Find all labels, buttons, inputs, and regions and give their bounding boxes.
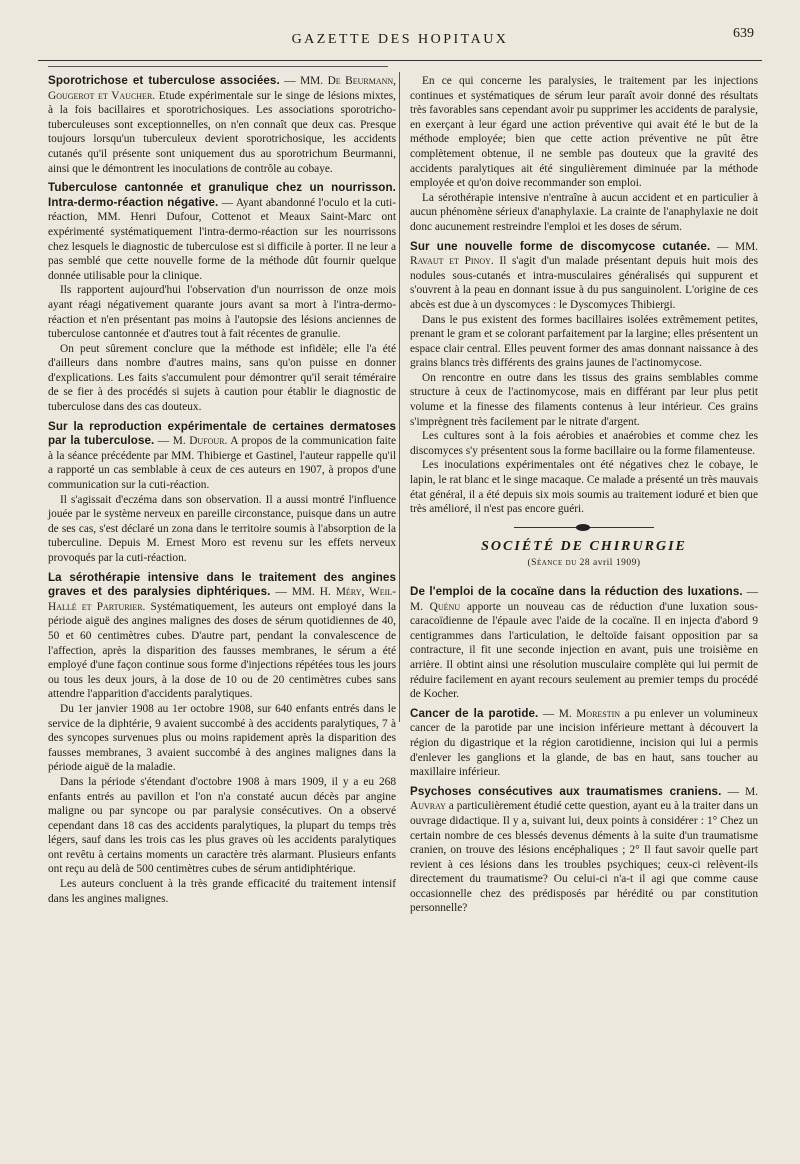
article-paragraph: Les inoculations expérimentales ont été négatives chez le cobaye, le lapin, le rat blanc et le singe macaque. Ce malade a présenté un très mauvais état général, il a été depuis six mois soumis au traitement ioduré et bien que très amélioré, il n'est pas encore guéri.	[410, 459, 758, 516]
article-paragraph: Les auteurs concluent à la très grande efficacité du traitement intensif dans les angines malignes.	[48, 878, 396, 905]
article-authors: Ayant abandonné l'oculo et la cuti-réaction, MM. Henri Dufour, Cottenot et Meaux Saint-Marc	[48, 196, 396, 224]
article-reproduction-dermatoses: Sur la reproduction expérimentale de certaines dermatoses par la tuberculose. — M. Dufour. A propos de la communication faite à la séance précédente par MM. Thibierge et Gastinel, l'auteur rappelle qu'il a rapporté un cas semblable à ceux de ces auteurs en 1907, à propos d'une communication sur la cuti-réaction. Il s'agissait d'eczéma dans son observation. Il a aussi montré l'influence jouée par le système nerveux en pareille circonstance, puisque dans un autre de ses cas, s'est déclaré un zona dans le territoire soumis à l'absorption de la tuberculine. Depuis M. Ernest Moro est revenu sur les effets nerveux provoqués par la cuti-réaction.	[48, 419, 396, 564]
article-discomycose: Sur une nouvelle forme de discomycose cutanée. — MM. Ravaut et Pinoy. Il s'agit d'un malade présentant depuis huit mois des nodules sous-cutanés et intra-musculaires généralisés qui suppurent et s'ouvrent à la peau en donnant issue à du pus sanguinolent. L'origine de ces abcès est due à un dyscomyces : le Dyscomyces Thibiergi. Dans le pus existent des formes bacillaires isolées extrêmement petites, prenant le gram et se colorant parfaitement par la largine; elles présentent un espace clair central. Elles peuvent former des amas donnant naissance à des grains blancs très différents des grains jaunes de l'actinomycose. On rencontre en outre dans les tissus des grains semblables comme structure à ceux de l'actinomycose, mais en différant par leur plus petit volume et la finesse des filaments contenus à leur intérieur. Ces grains s'imprègnent très facilement par le nitrate d'argent. Les cultures sont à la fois aérobies et anaérobies et comme chez les discomyces s'y présentent sous la forme bacillaire ou la forme filamenteuse. Les inoculations expérimentales ont été négatives chez le cobaye, le lapin, le rat blanc et le singe macaque. Ce malade a présenté un très mauvais état général, il a été depuis six mois soumis au traitement ioduré et bien que très amélioré, il n'est pas encore guéri.	[410, 239, 759, 516]
article-paragraph: Les cultures sont à la fois aérobies et anaérobies et comme chez les discomyces s'y présentent sous la forme bacillaire ou la forme filamenteuse.	[410, 430, 758, 457]
article-paragraph: Dans le pus existent des formes bacillaires isolées extrêmement petites, prenant le gram et se colorant parfaitement par la largine; elles présentent un espace clair central. Elles peuvent former des amas donnant naissance à des grains blancs très différents des grains jaunes de l'actinomycose.	[410, 313, 758, 370]
running-title: GAZETTE DES HOPITAUX	[291, 32, 509, 47]
article-paragraph: Dans la période s'étendant d'octobre 1908 à mars 1909, il y a eu 268 enfants entrés au pavillon et l'on n'a constaté aucun décès par angine maligne ou par syncope ou par paralysie consécutives. On a observé cependant dans 18 cas des accidents paralytiques, la plupart du temps très légers, sauf dans les trois cas les plus graves où les accidents paralytiques ont revêtu à certains moments un caractère très alarmant. Plusieurs enfants ont reçu au delà de 500 centimètres cubes de sérum antidiphtérique.	[48, 775, 396, 876]
article-authors: M. Dufour.	[172, 435, 228, 448]
article-paragraph: a pu enlever un volumineux cancer de la parotide par une incision inférieure mettant à découvert la région du digastrique et la région carotidienne, incision qui lui a permis d'enlever les ganglions et la glande, de bas en haut, sans toucher au maxillaire inférieur.	[410, 707, 759, 779]
page-header	[38, 22, 762, 62]
article-authors: MM. Ravaut et Pinoy.	[410, 240, 759, 268]
article-paragraph: On rencontre en outre dans les tissus des grains semblables comme structure à ceux de l'actinomycose, mais en différant par leur plus petit volume et la finesse des filaments contenus à leur intérieur. Ces grains s'imprègnent très facilement par le nitrate d'argent.	[410, 371, 758, 428]
article-title: La sérothérapie intensive dans le traitement des angines graves et des paralysies diphtériques.	[48, 570, 396, 599]
article-authors: M. Auvray	[410, 785, 758, 813]
article-title: Sporotrichose et tuberculose associées.	[48, 74, 280, 87]
article-serotherapie-continued	[410, 74, 758, 235]
section-separator	[514, 523, 654, 532]
article-authors: MM. H. Méry, Weil-Hallé et Parturier.	[48, 586, 397, 613]
article-paragraph: Systématiquement, les auteurs ont employé dans la période aiguë des angines malignes des doses de sérum quotidiennes de 40, 50 et 60 centimètres cubes. D'autre part, pendant la convalescence de l'affection, après la disparition des fausses membranes, le sérum a été employé d'une façon continue sous forme d'injections répétées tous les jours ou tous les deux jours, à la dose de 10 ou de 20 centimètres cubes sans attendre l'apparition d'accidents paralytiques.	[48, 600, 396, 701]
article-title: Cancer de la parotide.	[410, 706, 539, 720]
article-paragraph: Etude expérimentale sur le singe de lésions mixtes, à la fois bacillaires et sporotrichosiques. Les associations sporotricho-tuberculeuses sont exceptionnelles, on n'en connaît que deux cas. Presque toujours lorsqu'un tuberculeux devient sporotrichosique, les accidents cutanés qu'il présente sont uniquement dus au sporotrichum Beurmanni, ainsi que le démontrent les inoculations de contrôle au cobaye.	[48, 89, 396, 175]
left-column	[48, 74, 396, 911]
separator-ornament	[576, 524, 590, 531]
article-paragraph: a particulièrement étudié cette question, ayant eu à la traiter dans un ouvrage didactique. Il y a, suivant lui, deux points à considérer : 1° Chez un certain nombre de ces blessés devenus déments à la suite d'un traumatisme cranien, on trouve des lésions encéphaliques ; 2° Il faut savoir quelle part revient à ces lésions dans les troubles psychiques; ceux-ci relèvent-ils directement du traumatisme? Ou celui-ci n'a-t il agi que comme cause occasionnelle chez des prédisposés par hérédité ou par constitution personnelle?	[410, 800, 758, 915]
article-serotherapie: La sérothérapie intensive dans le traitement des angines graves et des paralysies diphtériques. — MM. H. Méry, Weil-Hallé et Parturier. Systématiquement, les auteurs ont employé dans la période aiguë des angines malignes des doses de sérum quotidiennes de 40, 50 et 60 centimètres cubes. D'autre part, pendant la convalescence de l'affection, après la disparition des fausses membranes, le sérum a été employé d'une façon continue sous forme d'injections répétées tous les jours ou tous les deux jours, à la dose de 10 ou de 20 centimètres cubes sans attendre l'apparition d'accidents paralytiques. Du 1er janvier 1908 au 1er octobre 1908, sur 640 enfants entrés dans le service de la diphtérie, 9 avaient succombé à des accidents paralytiques, 7 à des syncopes survenues plus ou moins rapidement après la disparition des fausses membranes, 3 avaient succombé à des angines malignes dans la période aiguë de la maladie. Dans la période s'étendant d'octobre 1908 à mars 1909, il y a eu 268 enfants entrés au pavillon et l'on n'a constaté aucun décès par angine maligne ou par syncope ou par paralysie consécutives. On a observé cependant dans 18 cas des accidents paralytiques, la plupart du temps très légers, sauf dans les trois cas les plus graves où les accidents paralytiques ont revêtu à certains moments un caractère très alarmant. Plusieurs enfants ont reçu au delà de 500 centimètres cubes de sérum antidiphtérique. Les auteurs concluent à la très grande efficacité du traitement intensif dans les angines malignes.	[48, 570, 397, 905]
article-paragraph: En ce qui concerne les paralysies, le traitement par les injections continues et systématiques de sérum leur paraît avoir donné des résultats très favorables sans cependant avoir pu supprimer les accidents de paralysie, en exerçant à leur égard une action préventive qui avait été le but de la méthode employée; bien que cette action préventive ne pût être complètement obtenue, il ne semble pas douteux que la gravité des accidents paralytiques ait été singulièrement diminuée par la méthode employée et qu'on doive recommander son emploi.	[410, 75, 758, 190]
article-authors: M. Quénu	[410, 600, 461, 613]
top-rule	[48, 66, 388, 67]
article-title: Sur la reproduction expérimentale de certaines dermatoses par la tuberculose.	[48, 419, 396, 448]
session-date-prefix: (Séance du	[527, 558, 577, 569]
article-title: De l'emploi de la cocaïne dans la réduction des luxations.	[410, 585, 743, 598]
article-tuberculose-cantonnee: Tuberculose cantonnée et granulique chez un nourrisson. Intra-dermo-réaction négative. — Ayant abandonné l'oculo et la cuti-réaction, MM. Henri Dufour, Cottenot et Meaux Saint-Marc ont expérimenté systématiquement l'intra-dermo-réaction sur les nourrissons chez lesquels le diagnostic de tuberculose est si difficile à porter. Il ne leur a pas semblé que cette nouvelle forme de la méthode dût fournir quelque donnée utilisable pour la clinique. Ils rapportent aujourd'hui l'observation d'un nourrisson de onze mois ayant réagi négativement quarante jours avant sa mort à l'intra-dermo-réaction et n'en présentant pas moins à l'autopsie des lésions anciennes de tuberculose cantonnée et d'autres tout à fait récentes de granulie. On peut sûrement conclure que la méthode est infidèle; elle l'a été d'ailleurs dans nombre d'autres mains, sans qu'on puisse en donner d'explications. Les faits s'accumulent pour démontrer qu'il serait téméraire de se fier à des procédés si sujets à caution pour établir le diagnostic de tuberculose dans des cas douteux.	[48, 181, 396, 414]
page-number: 639	[733, 26, 754, 41]
right-column	[410, 74, 758, 921]
article-paragraph: A propos de la communication faite à la séance précédente par MM. Thibierge et Gastinel, l'auteur rappelle qu'il a rapporté un cas semblable à ceux de ces auteurs en 1907, à propos d'une communication sur la cuti-réaction.	[48, 435, 396, 492]
article-authors: MM. De Beurmann, Gougerot et Vaucher.	[48, 75, 396, 102]
article-cancer-parotide: Cancer de la parotide. — M. Morestin a pu enlever un volumineux cancer de la parotide par une incision inférieure mettant à découvert la région du digastrique et la région carotidienne, incision qui lui a permis d'enlever les ganglions et la glande, de bas en haut, sans toucher au maxillaire inférieur.	[410, 706, 759, 779]
article-paragraph: Ils rapportent aujourd'hui l'observation d'un nourrisson de onze mois ayant réagi négativement quarante jours avant sa mort à l'intra-dermo-réaction et n'en présentant pas moins à l'autopsie des lésions anciennes de tuberculose cantonnée et d'autres tout à fait récentes de granulie.	[48, 284, 396, 341]
article-authors: M. Morestin	[558, 707, 621, 720]
article-paragraph: ont expérimenté systématiquement l'intra-dermo-réaction sur les nourrissons chez lesquels le diagnostic de tuberculose est si difficile à porter. Il ne leur a pas semblé que cette nouvelle forme de la méthode dût fournir quelque donnée utilisable pour la clinique.	[48, 211, 396, 282]
column-divider	[399, 72, 400, 722]
article-title: Sur une nouvelle forme de discomycose cutanée.	[410, 239, 711, 253]
session-date-value: 28 avril 1909)	[579, 558, 641, 569]
header-rule	[38, 60, 762, 61]
article-title: Psychoses consécutives aux traumatismes craniens.	[410, 784, 722, 798]
section-title: SOCIÉTÉ DE CHIRURGIE	[481, 538, 687, 554]
article-paragraph: Il s'agit d'un malade présentant depuis huit mois des nodules sous-cutanés et intra-musculaires généralisés qui suppurent et s'ouvrent à la peau en donnant issue à du pus sanguinolent. L'origine de ces abcès est due à un dyscomyces : le Dyscomyces Thibiergi.	[410, 255, 758, 311]
article-paragraph: On peut sûrement conclure que la méthode est infidèle; elle l'a été d'ailleurs dans nombre d'autres mains, sans qu'on puisse en donner d'explications. Les faits s'accumulent pour démontrer qu'il serait téméraire de se fier à des procédés si sujets à caution pour établir le diagnostic de tuberculose dans des cas douteux.	[48, 342, 396, 414]
session-date	[410, 556, 758, 571]
article-paragraph: Du 1er janvier 1908 au 1er octobre 1908, sur 640 enfants entrés dans le service de la diphtérie, 9 avaient succombé à des accidents paralytiques, 7 à des syncopes survenues plus ou moins rapidement après la disparition des fausses membranes, 3 avaient succombé à des angines malignes dans la période aiguë de la maladie.	[48, 702, 396, 774]
article-cocaine-luxations: De l'emploi de la cocaïne dans la réduction des luxations. — M. Quénu apporte un nouveau cas de réduction d'une luxation sous-caracoïdienne de l'épaule avec l'aide de la cocaïne. Il en injecta d'abord 9 centigrammes dans l'articulation, le deltoïde faisant opposition par sa contracture, il fit une seconde injection en avant, puis une troisième en arrière. Il obtint ainsi une résolution musculaire complète qui lui permit de réduire facilement en ayant recours seulement au premier temps du procédé de Kocher.	[410, 585, 759, 701]
article-paragraph: La sérothérapie intensive n'entraîne à aucun accident et en particulier à aucun phénomène sérieux d'anaphylaxie. La crainte de l'anaphylaxie ne doit donc aucunement restreindre l'emploi et les doses de sérum.	[410, 191, 758, 233]
article-title: Tuberculose cantonnée et granulique chez un nourrisson. Intra-dermo-réaction négative.	[48, 181, 396, 209]
article-paragraph: apporte un nouveau cas de réduction d'une luxation sous-caracoïdienne de l'épaule avec l'aide de la cocaïne. Il en injecta d'abord 9 centigrammes dans l'articulation, le deltoïde faisant opposition par sa contracture, il fit une seconde injection en avant, puis une troisième en arrière. Il obtint ainsi une résolution musculaire complète qui lui permit de réduire facilement en ayant recours seulement au premier temps du procédé de Kocher.	[410, 600, 759, 701]
article-paragraph: Il s'agissait d'eczéma dans son observation. Il a aussi montré l'influence jouée par le système nerveux en pareille circonstance, puisque dans un autre de ses cas, s'est déclaré un zona dans le territoire soumis à l'absorption de la tuberculine. Depuis M. Ernest Moro est revenu sur les effets nerveux provoqués par la cuti-réaction.	[48, 493, 396, 564]
article-sporotrichose: Sporotrichose et tuberculose associées. — MM. De Beurmann, Gougerot et Vaucher. Etude expérimentale sur le singe de lésions mixtes, à la fois bacillaires et sporotrichosiques. Les associations sporotricho-tuberculeuses sont exceptionnelles, on n'en connaît que deux cas. Presque toujours lorsqu'un tuberculeux devient sporotrichosique, les accidents cutanés qu'il présente sont uniquement dus au sporotrichum Beurmanni, ainsi que le démontrent les inoculations de contrôle au cobaye.	[48, 74, 396, 175]
article-psychoses: Psychoses consécutives aux traumatismes craniens. — M. Auvray a particulièrement étudié cette question, ayant eu à la traiter dans un ouvrage didactique. Il y a, suivant lui, deux points à considérer : 1° Chez un certain nombre de ces blessés devenus déments à la suite d'un traumatisme cranien, on trouve des lésions encéphaliques ; 2° Il faut savoir quelle part revient à ces lésions dans les troubles psychiques; ceux-ci relèvent-ils directement du traumatisme? Ou celui-ci n'a-t il agi que comme cause occasionnelle chez des prédisposés par hérédité ou par constitution personnelle?	[410, 784, 758, 915]
